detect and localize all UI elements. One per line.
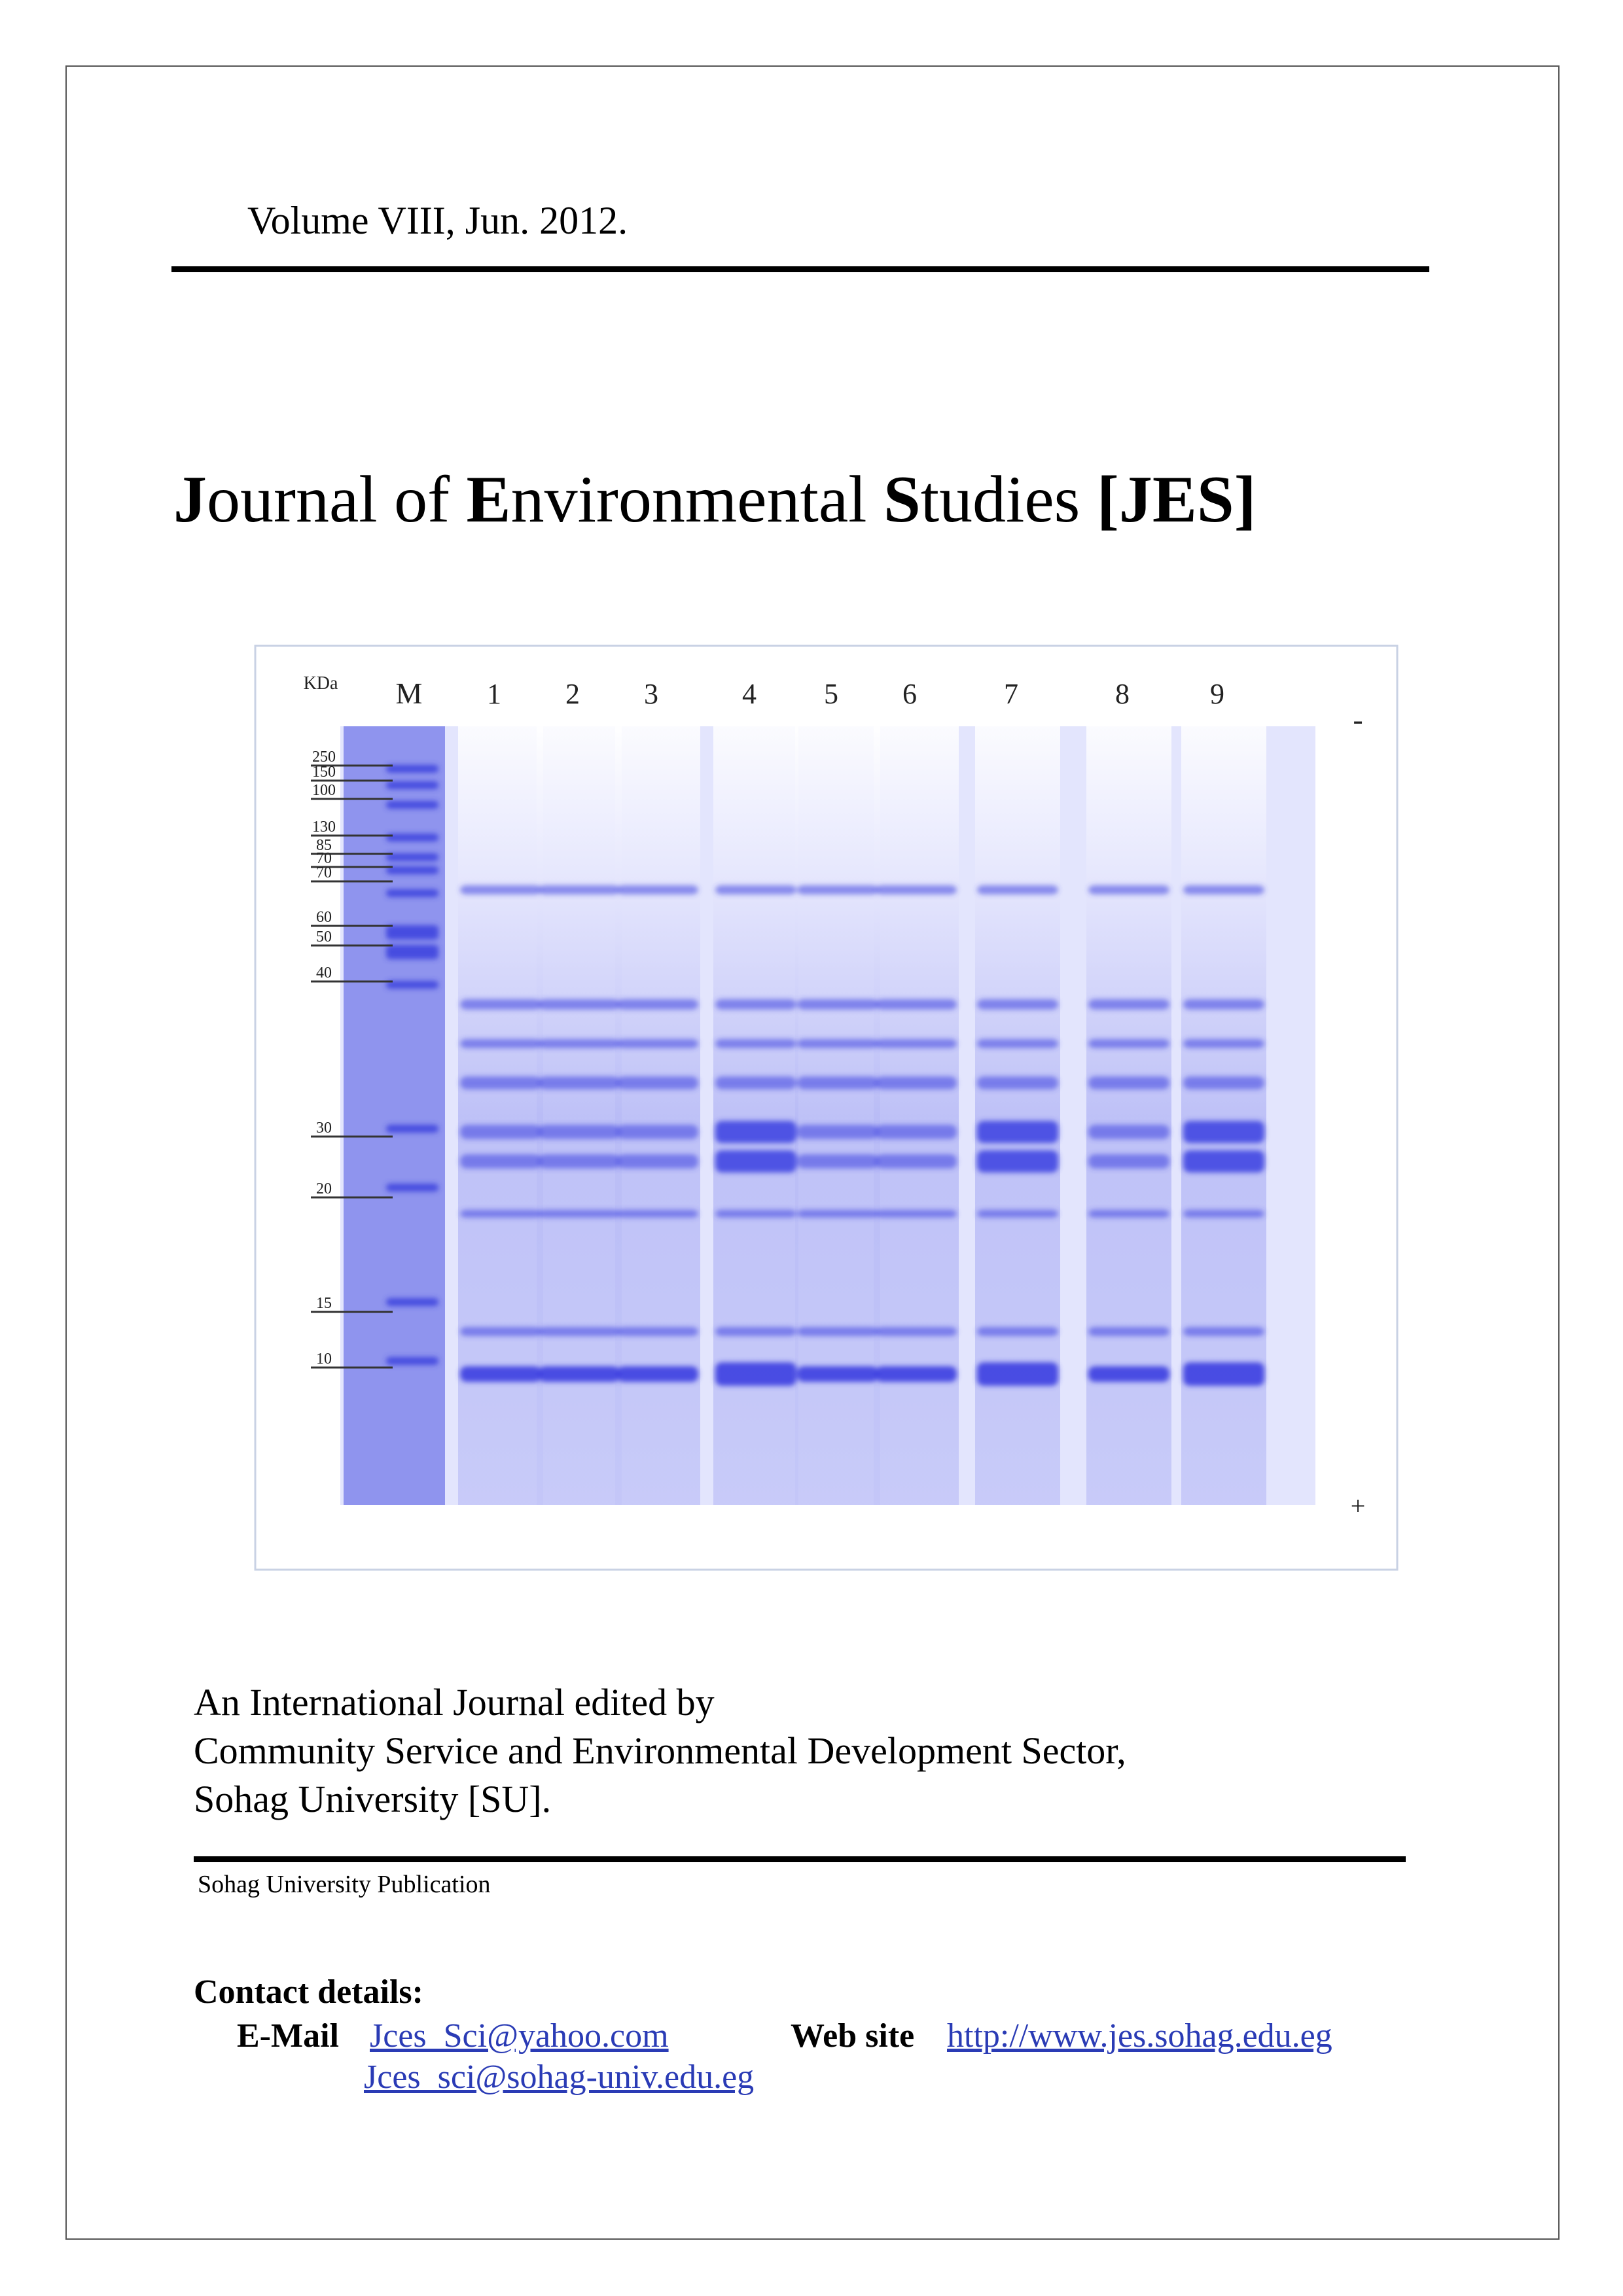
marker-band	[386, 1298, 438, 1306]
protein-band	[797, 1327, 878, 1336]
protein-band	[1183, 1076, 1264, 1089]
sds-page-gel-figure	[249, 638, 1404, 1580]
protein-band	[1088, 1076, 1169, 1089]
protein-band	[977, 1076, 1058, 1089]
lane-label: 7	[1004, 678, 1018, 710]
protein-band	[539, 1076, 620, 1089]
protein-band	[460, 1039, 541, 1048]
marker-band	[386, 925, 438, 940]
marker-band	[386, 945, 438, 959]
protein-band	[1183, 1039, 1264, 1048]
marker-band	[386, 1184, 438, 1192]
protein-band	[617, 999, 698, 1010]
protein-band	[977, 1210, 1058, 1218]
protein-band	[1088, 1039, 1169, 1048]
volume-issue: Volume VIII, Jun. 2012.	[247, 199, 628, 242]
protein-band	[1088, 885, 1169, 894]
marker-lane	[344, 726, 445, 1505]
protein-band	[977, 1039, 1058, 1048]
protein-band	[617, 1076, 698, 1089]
protein-band	[715, 1039, 796, 1048]
sample-lane	[713, 726, 798, 1505]
protein-band	[1183, 885, 1264, 894]
protein-band	[617, 1154, 698, 1169]
protein-band	[876, 1154, 957, 1169]
protein-band	[977, 1121, 1058, 1143]
title-part: E	[466, 463, 511, 537]
header-rule	[171, 266, 1429, 272]
protein-band	[539, 1125, 620, 1139]
email-link-1[interactable]: Jces_Sci@yahoo.com	[370, 2017, 669, 2055]
protein-band	[460, 1327, 541, 1336]
protein-band	[539, 885, 620, 894]
protein-band	[797, 1039, 878, 1048]
title-part: nvironmental	[510, 463, 883, 537]
protein-band	[715, 1327, 796, 1336]
protein-band	[617, 885, 698, 894]
protein-band	[460, 1076, 541, 1089]
protein-band	[797, 999, 878, 1010]
protein-band	[876, 885, 957, 894]
lane-label: 3	[644, 678, 658, 710]
contact-heading: Contact details:	[194, 1973, 423, 2011]
protein-band	[1183, 1327, 1264, 1336]
marker-band	[386, 981, 438, 989]
mw-label: 20	[316, 1180, 332, 1197]
mw-label: 85	[316, 837, 332, 854]
title-part: S	[883, 463, 921, 537]
protein-band	[460, 1125, 541, 1139]
protein-band	[876, 1210, 957, 1218]
gel-image	[249, 638, 1404, 1580]
lane-label-M: M	[395, 677, 423, 710]
protein-band	[876, 1327, 957, 1336]
protein-band	[797, 1366, 878, 1382]
protein-band	[715, 1121, 796, 1143]
protein-band	[797, 1154, 878, 1169]
sample-lane	[975, 726, 1060, 1505]
mw-label: 70	[316, 850, 332, 867]
protein-band	[1183, 1150, 1264, 1173]
protein-band	[1088, 1154, 1169, 1169]
protein-band	[797, 1076, 878, 1089]
mw-label: 10	[316, 1351, 332, 1368]
protein-band	[797, 1210, 878, 1218]
protein-band	[715, 885, 796, 894]
protein-band	[797, 885, 878, 894]
protein-band	[977, 1150, 1058, 1173]
email-label: E-Mail	[237, 2017, 339, 2055]
marker-band	[386, 834, 438, 841]
mw-label: 50	[316, 928, 332, 945]
sample-lane	[458, 726, 543, 1505]
sample-lane	[874, 726, 959, 1505]
mw-label: 150	[312, 764, 336, 781]
intro-line: Sohag University [SU].	[194, 1778, 552, 1820]
mw-label: 40	[316, 964, 332, 981]
mw-label: 60	[316, 909, 332, 926]
polarity-negative: -	[1353, 703, 1363, 736]
journal-intro	[194, 1678, 1126, 1824]
intro-line: Community Service and Environmental Development Sector,	[194, 1729, 1126, 1772]
intro-line: An International Journal edited by	[194, 1681, 715, 1723]
protein-band	[876, 1076, 957, 1089]
protein-band	[1088, 1125, 1169, 1139]
protein-band	[977, 999, 1058, 1010]
protein-band	[977, 885, 1058, 894]
lane-label: 5	[824, 678, 838, 710]
marker-band	[386, 1125, 438, 1133]
protein-band	[876, 1366, 957, 1382]
title-part: tudies	[920, 463, 1097, 537]
protein-band	[1088, 1327, 1169, 1336]
sample-lane	[615, 726, 700, 1505]
lane-label: 2	[565, 678, 580, 710]
website-link[interactable]: http://www.jes.sohag.edu.eg	[947, 2017, 1332, 2055]
title-part: ournal of	[207, 463, 467, 537]
protein-band	[617, 1039, 698, 1048]
protein-band	[715, 1150, 796, 1173]
protein-band	[1088, 1366, 1169, 1382]
unit-label: KDa	[303, 673, 338, 694]
protein-band	[539, 1327, 620, 1336]
protein-band	[797, 1125, 878, 1139]
protein-band	[617, 1327, 698, 1336]
protein-band	[1088, 1210, 1169, 1218]
email-link-2[interactable]: Jces_sci@sohag-univ.edu.eg	[364, 2058, 755, 2096]
lane-label: 6	[902, 678, 917, 710]
protein-band	[617, 1210, 698, 1218]
journal-title	[173, 461, 1257, 538]
protein-band	[460, 885, 541, 894]
protein-band	[460, 1154, 541, 1169]
protein-band	[617, 1366, 698, 1382]
mw-label: 130	[312, 819, 336, 836]
protein-band	[1088, 999, 1169, 1010]
marker-band	[386, 853, 438, 861]
marker-band	[386, 781, 438, 789]
marker-band	[386, 1357, 438, 1365]
protein-band	[715, 1076, 796, 1089]
marker-band	[386, 801, 438, 809]
website-label: Web site	[791, 2017, 915, 2055]
protein-band	[977, 1327, 1058, 1336]
sample-lane	[1086, 726, 1171, 1505]
sample-lane	[1181, 726, 1266, 1505]
protein-band	[715, 999, 796, 1010]
protein-band	[1183, 999, 1264, 1010]
protein-band	[539, 1039, 620, 1048]
intro-rule	[194, 1856, 1406, 1862]
protein-band	[617, 1125, 698, 1139]
protein-band	[876, 1125, 957, 1139]
protein-band	[539, 1366, 620, 1382]
protein-band	[1183, 1362, 1264, 1386]
protein-band	[1183, 1121, 1264, 1143]
mw-label: 30	[316, 1120, 332, 1137]
mw-label: 100	[312, 782, 336, 799]
protein-band	[539, 999, 620, 1010]
polarity-positive: +	[1350, 1491, 1366, 1521]
sample-lane	[537, 726, 622, 1505]
protein-band	[876, 999, 957, 1010]
lane-label: 8	[1115, 678, 1130, 710]
protein-band	[715, 1210, 796, 1218]
mw-label: 70	[316, 864, 332, 881]
mw-label: 15	[316, 1295, 332, 1312]
protein-band	[460, 1366, 541, 1382]
mw-label: 250	[312, 749, 336, 766]
lane-label: 1	[487, 678, 501, 710]
protein-band	[876, 1039, 957, 1048]
publication-note: Sohag University Publication	[198, 1871, 491, 1898]
title-part: [JES]	[1096, 463, 1257, 537]
protein-band	[539, 1154, 620, 1169]
protein-band	[977, 1362, 1058, 1386]
protein-band	[460, 999, 541, 1010]
protein-band	[715, 1362, 796, 1386]
title-part: J	[173, 463, 207, 537]
marker-band	[386, 889, 438, 897]
marker-band	[386, 866, 438, 874]
lane-label: 9	[1210, 678, 1224, 710]
lane-label: 4	[742, 678, 757, 710]
protein-band	[1183, 1210, 1264, 1218]
protein-band	[539, 1210, 620, 1218]
marker-band	[386, 765, 438, 773]
sample-lane	[795, 726, 880, 1505]
protein-band	[460, 1210, 541, 1218]
